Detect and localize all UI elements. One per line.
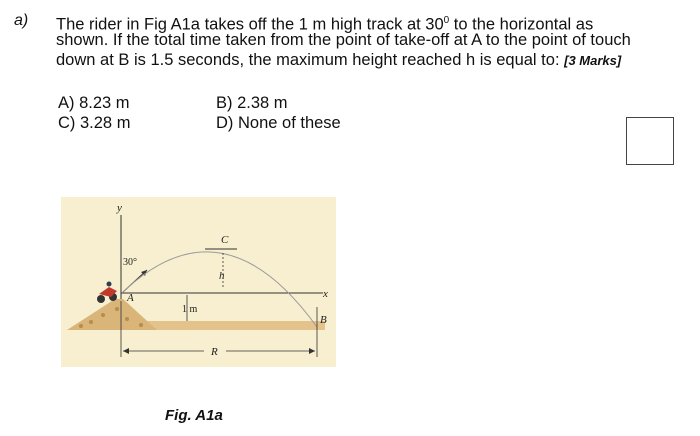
point-a-label: A [127,292,134,304]
figure-caption: Fig. A1a [165,407,223,424]
option-d[interactable]: D) None of these [216,114,341,132]
question-text-1b: to the horizontal as [449,15,594,34]
ground-strip [145,321,325,330]
question-line-2: shown. If the total time taken from the point of take-off at A to the point of touch [56,31,631,49]
degree-superscript: 0 [443,15,450,26]
angle-label: 30° [123,257,137,268]
projectile-figure [61,197,336,367]
option-a[interactable]: A) 8.23 m [58,94,130,112]
point-b-label: B [320,314,327,326]
question-label: a) [14,12,29,29]
figure-svg [61,197,336,367]
marks-label: [3 Marks] [564,53,622,68]
y-axis-label: y [117,202,122,214]
question-text-3: down at B is 1.5 seconds, the maximum height reached h is equal to: [56,51,565,69]
height-1m-label: 1 m [182,304,198,315]
range-r-label: R [211,346,218,358]
height-h-label: h [219,270,225,282]
question-text-1a: The rider in Fig A1a takes off the 1 m high track at 30 [56,15,444,34]
point-c-label: C [221,234,229,246]
figure-background [61,197,336,367]
option-c[interactable]: C) 3.28 m [58,114,131,132]
answer-box[interactable] [626,117,674,165]
option-b[interactable]: B) 2.38 m [216,94,288,112]
question-line-3 [56,50,621,71]
x-axis-label: x [323,288,328,300]
